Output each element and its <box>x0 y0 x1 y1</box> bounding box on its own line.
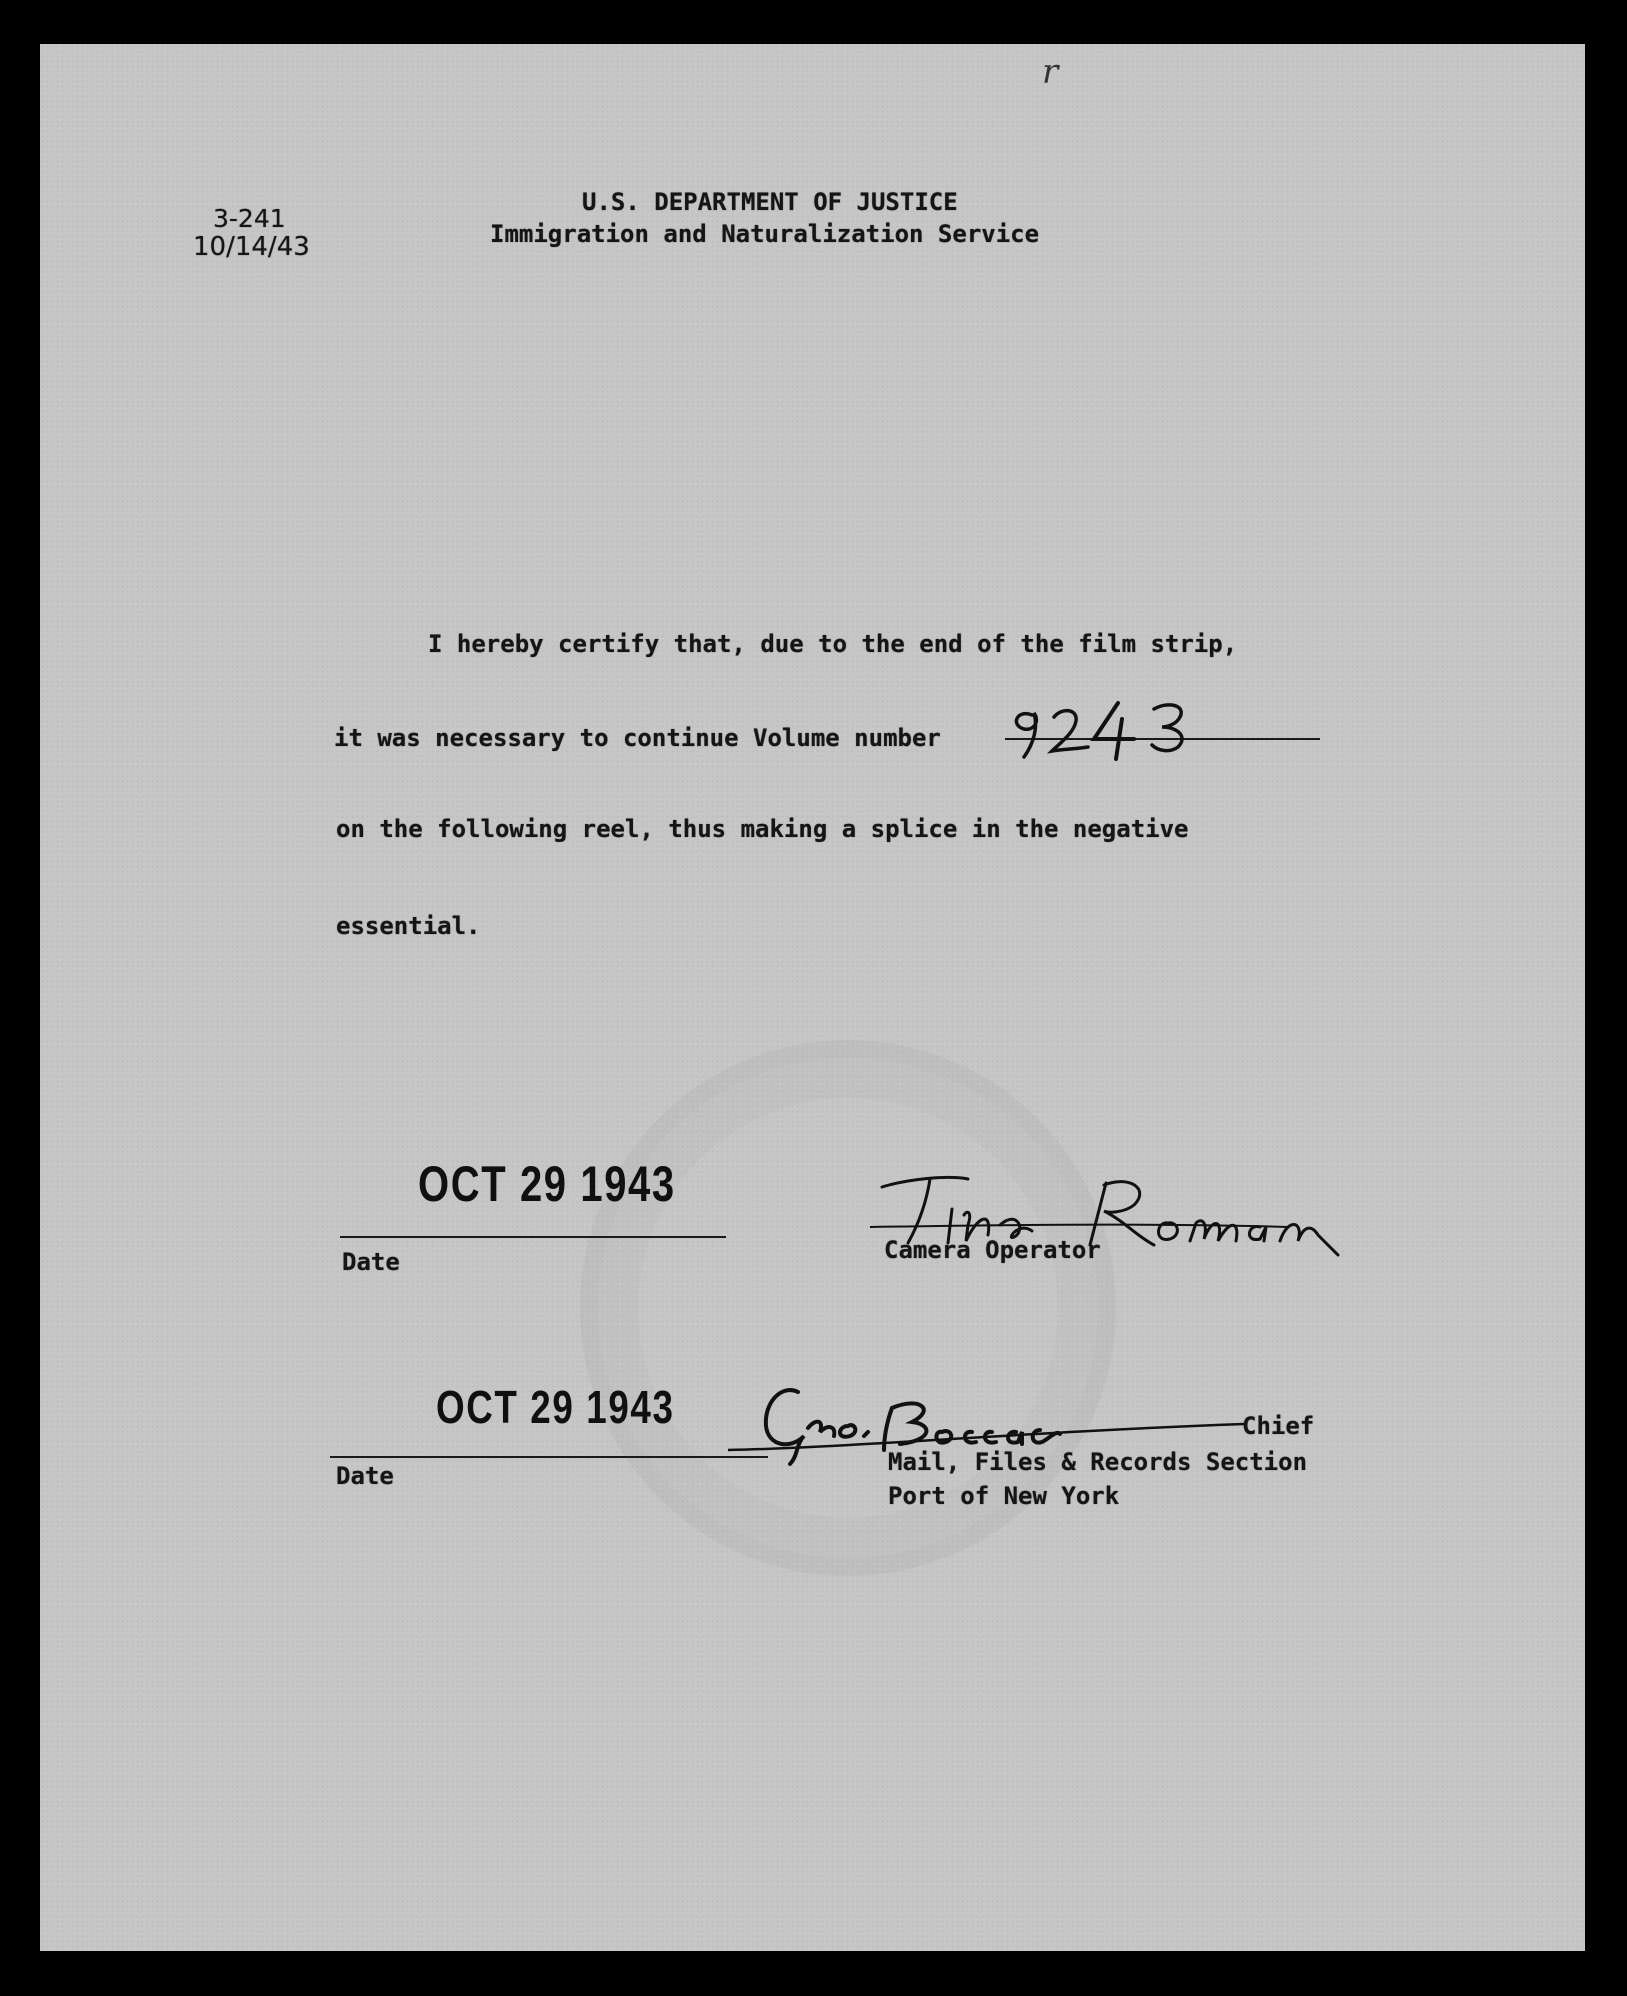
date-line-2 <box>330 1456 768 1458</box>
certification-line-3: on the following reel, thus making a splice in the negative <box>336 815 1189 843</box>
date-label-1: Date <box>342 1248 400 1276</box>
form-number: 3-241 <box>213 204 286 233</box>
department-heading: U.S. DEPARTMENT OF JUSTICE <box>582 188 958 216</box>
certification-line-2 <box>334 724 941 752</box>
certification-line-1: I hereby certify that, due to the end of the film strip, <box>428 630 1238 658</box>
date-stamp-1: OCT 29 1943 <box>418 1156 676 1212</box>
corner-mark: r <box>1042 52 1059 92</box>
section-chief-title: Chief <box>1242 1412 1315 1440</box>
date-label-2: Date <box>336 1462 394 1490</box>
port-name: Port of New York <box>888 1482 1120 1510</box>
certification-line-2-text: it was necessary to continue Volume number <box>334 724 941 752</box>
service-heading: Immigration and Naturalization Service <box>490 220 1040 248</box>
certification-line-4: essential. <box>336 912 481 940</box>
camera-operator-title: Camera Operator <box>884 1236 1101 1264</box>
document-sheet <box>40 44 1585 1951</box>
form-date: 10/14/43 <box>193 232 310 262</box>
date-stamp-2: OCT 29 1943 <box>436 1381 675 1433</box>
volume-number-handwritten <box>1002 695 1232 765</box>
date-line-1 <box>340 1236 726 1238</box>
section-name: Mail, Files & Records Section <box>888 1448 1308 1476</box>
